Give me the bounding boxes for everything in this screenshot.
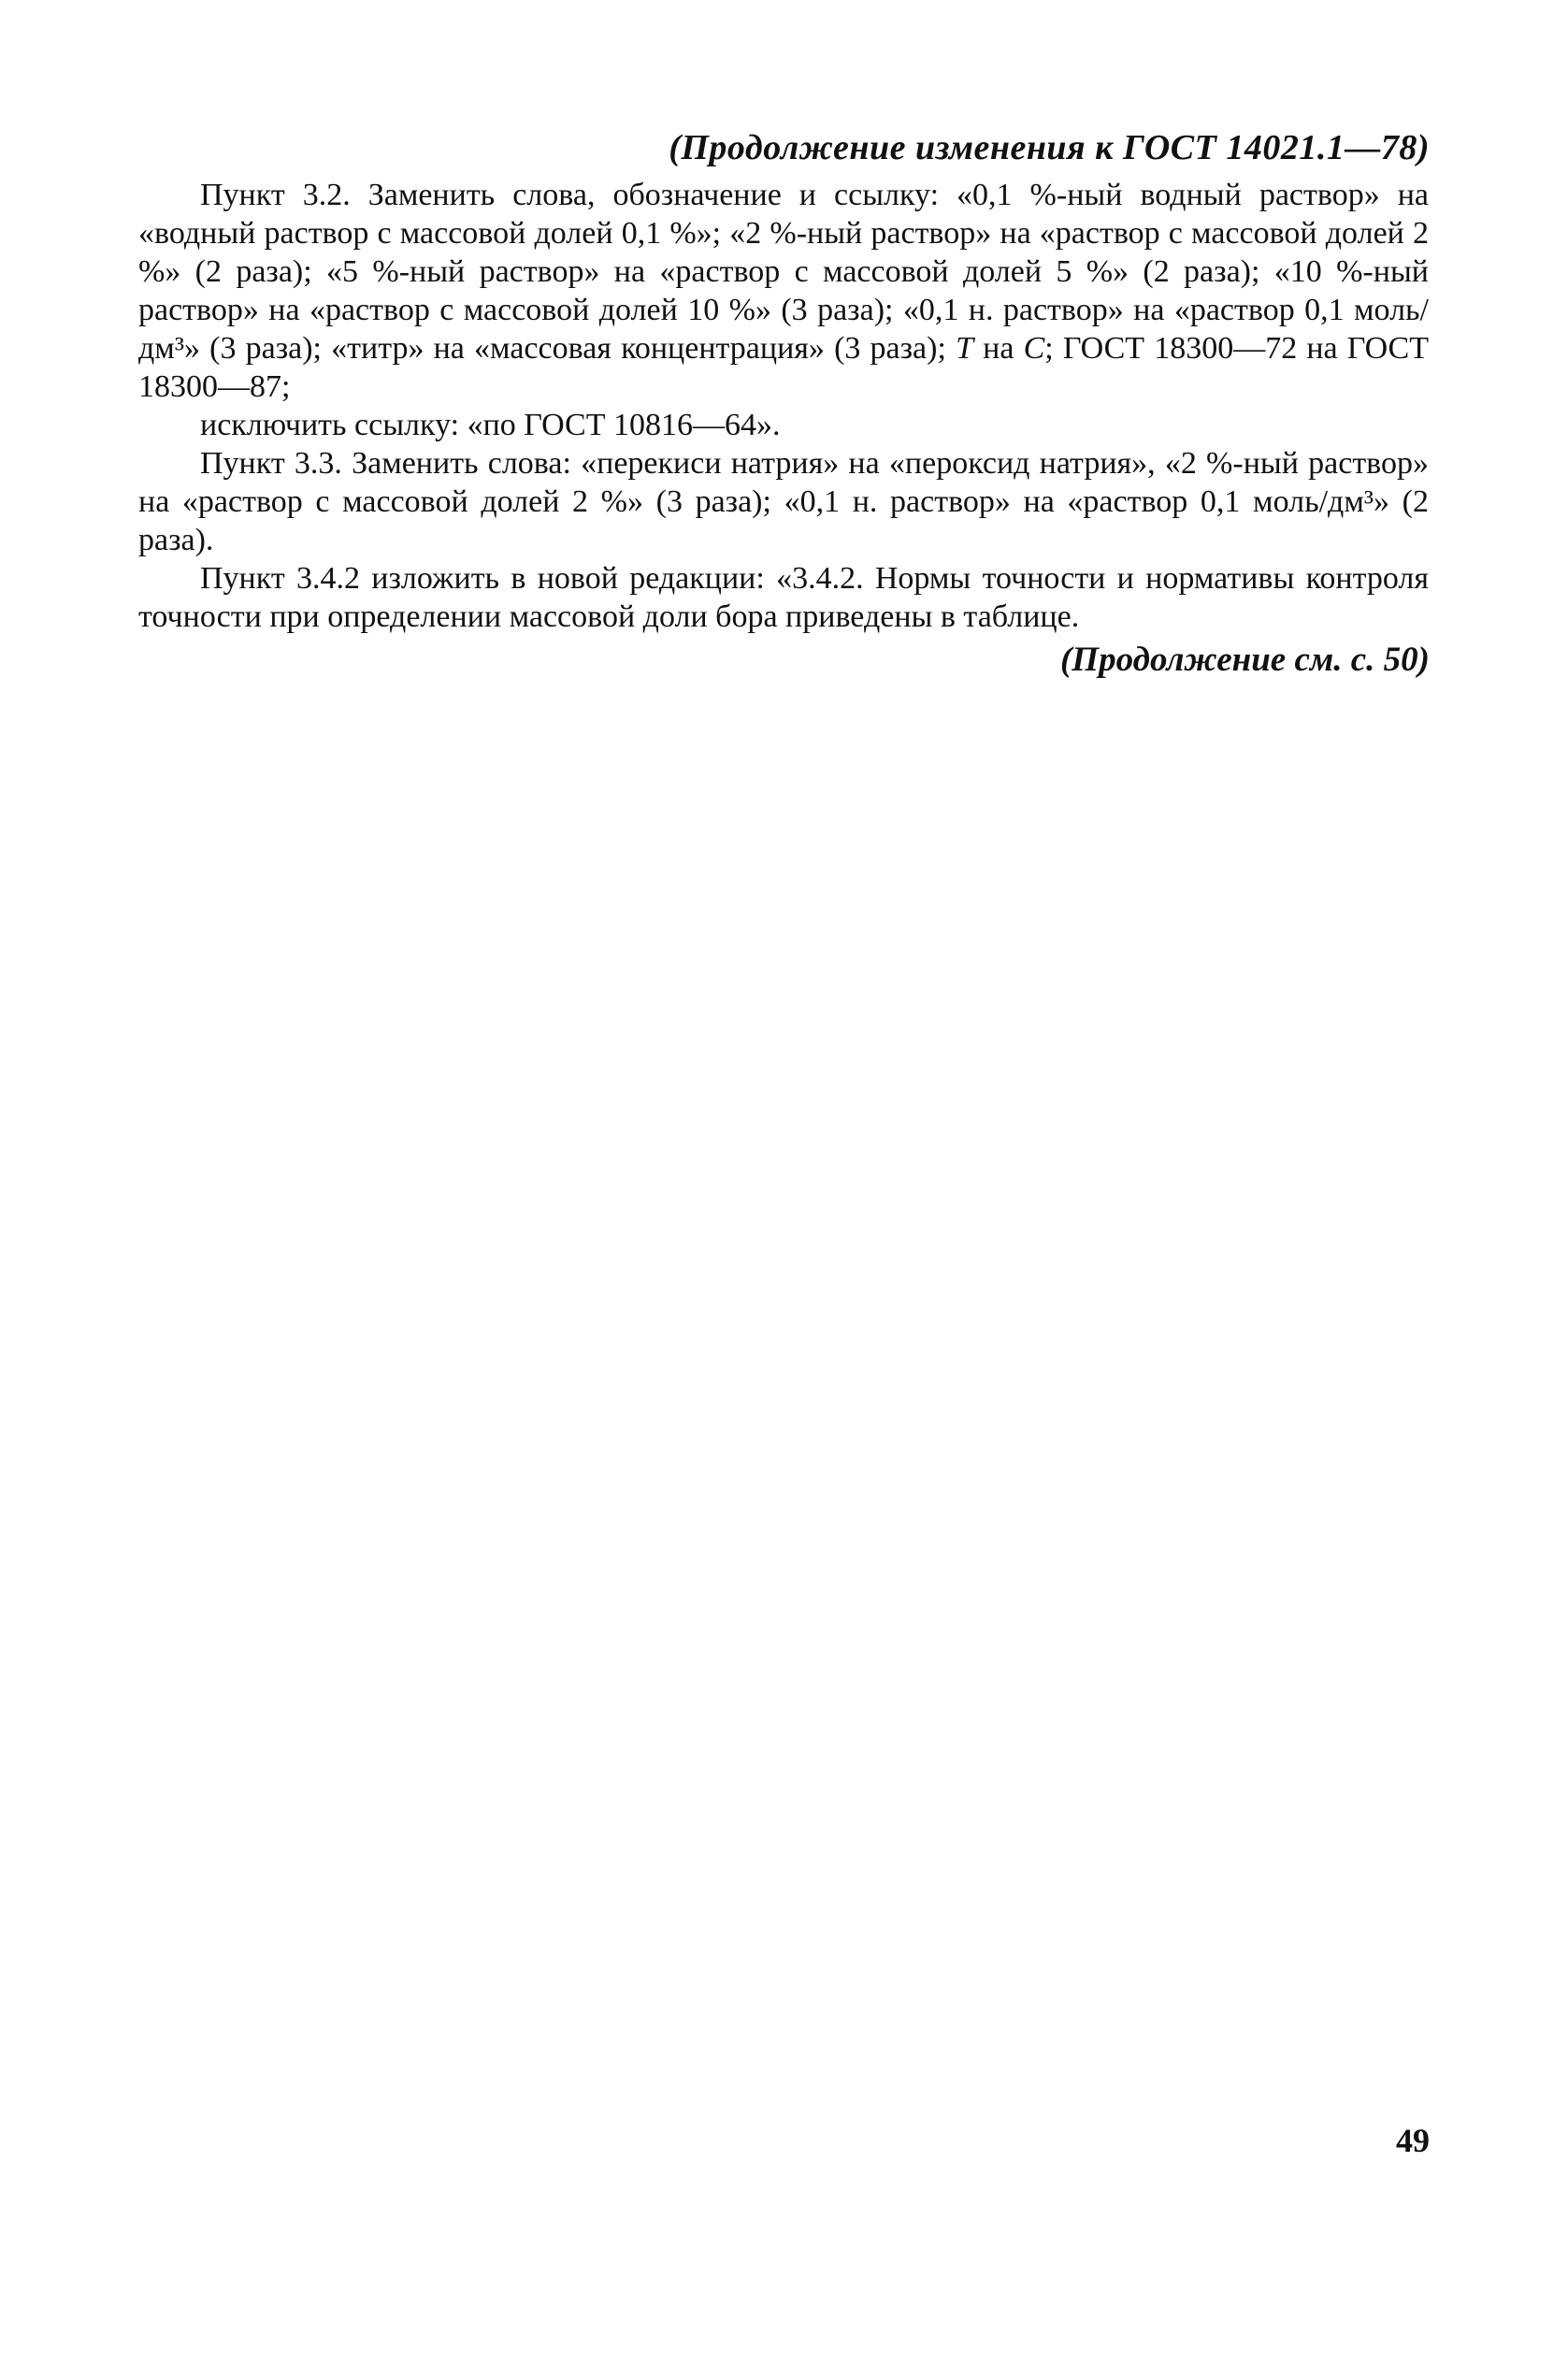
paragraph-item-3-4-2: Пункт 3.4.2 изложить в новой редакции: «3.4.2. Нормы точности и нормативы контроля точности при определении массовой доли бора приведены в таблице. [138, 561, 1429, 634]
paragraph-text: ; ГОСТ 18300—72 на ГОСТ 18300—87; [138, 331, 1429, 404]
paragraph-item-3-3: Пункт 3.3. Заменить слова: «перекиси натрия» на «пероксид натрия», «2 %-ный раствор» на «раствор с массовой долей 2 %» (3 раза); «0,1 н. раствор» на «раствор 0,1 моль/дм³» (2 раза). [138, 446, 1429, 557]
paragraph-text: Пункт 3.2. Заменить слова, обозначение и ссылку: «0,1 %-ный водный раствор» на «водный раствор с массовой долей 0,1 %»; «2 %-ный раствор» на «раствор с массовой долей 2 %» (2 раза); «5 %-ный раствор» на «раствор с массовой долей 5 %» (2 раза); «10 %-ный раствор» на «раствор с массовой долей 10 %» (3 раза); «0,1 н. раствор» на «раствор 0,1 моль/дм³» (3 раза); «титр» на «массовая концентрация» (3 раза); [138, 178, 1429, 366]
amendment-text [138, 176, 1429, 636]
page-number: 49 [1396, 2122, 1430, 2159]
paragraph-exclude-reference: исключить ссылку: «по ГОСТ 10816—64». [200, 408, 781, 442]
variable-c: С [1023, 331, 1045, 366]
paragraph-text: на [972, 331, 1024, 366]
continuation-note: (Продолжение см. с. 50) [1059, 641, 1430, 679]
paragraph-item-3-2 [138, 176, 1429, 406]
variable-t: Т [956, 331, 973, 366]
running-header: (Продолжение изменения к ГОСТ 14021.1—78) [669, 128, 1430, 167]
